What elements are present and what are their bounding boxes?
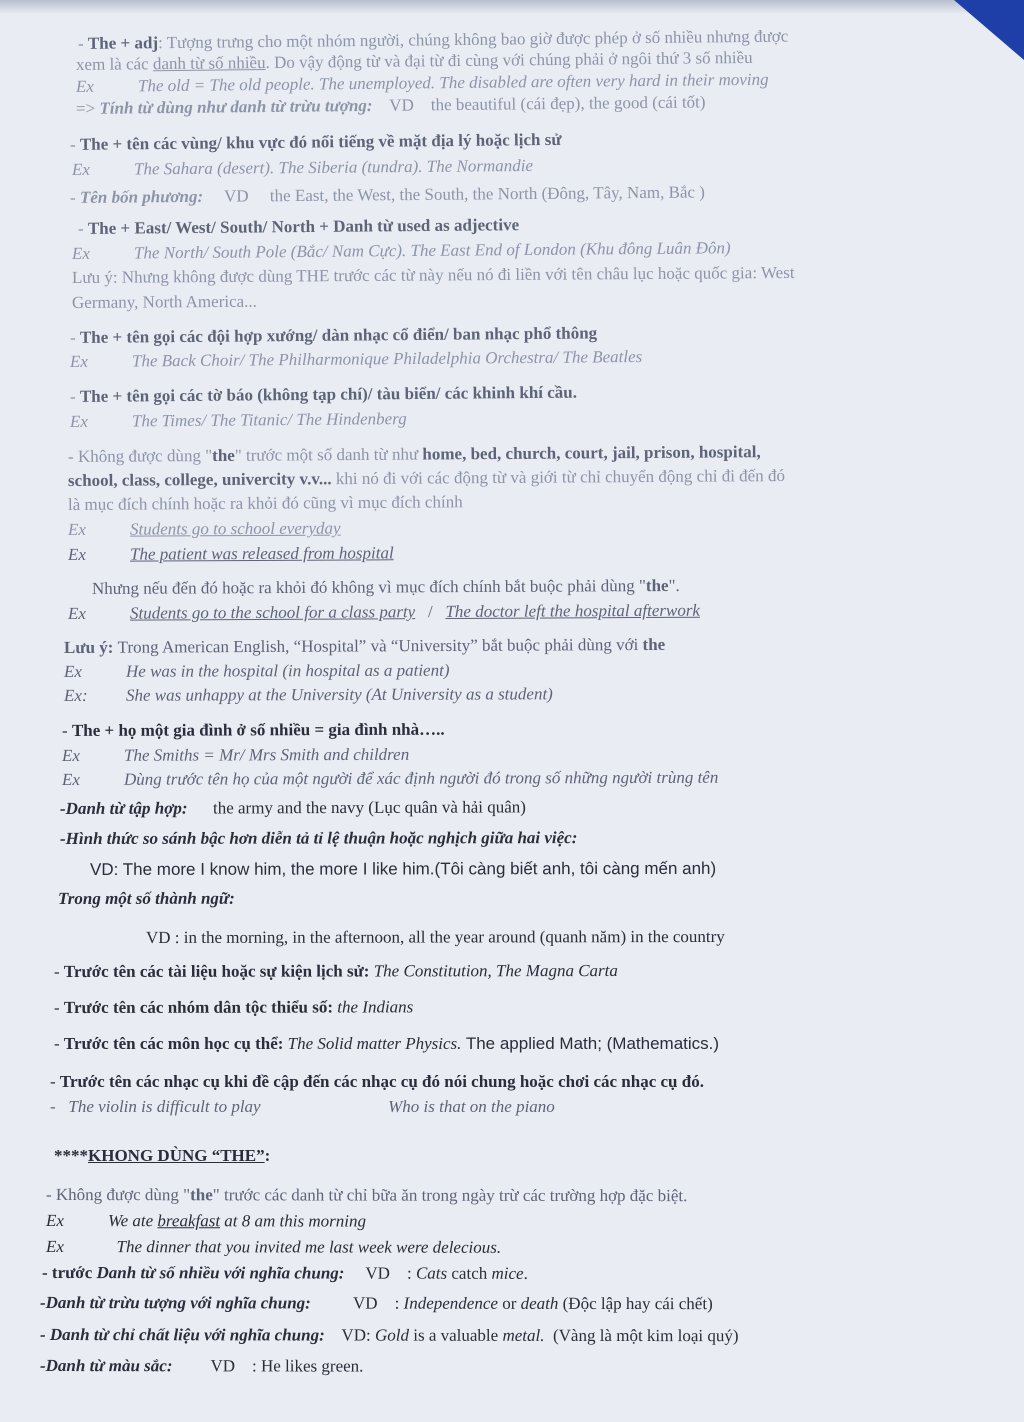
- text-run: ****: [54, 1146, 88, 1165]
- text-run: VD the beautiful (cái đẹp), the good (cái tốt): [372, 92, 706, 115]
- text-run: The patient was released from hospital: [129, 543, 394, 564]
- text-line: [46, 1211, 366, 1232]
- text-run: We ate: [107, 1211, 158, 1231]
- text-line: [54, 1034, 719, 1054]
- text-run: -: [50, 1097, 69, 1116]
- text-run: Ex: [61, 745, 80, 765]
- text-run: -: [77, 33, 89, 53]
- text-run: the: [212, 445, 235, 465]
- text-run: :: [264, 1146, 271, 1165]
- text-line: [62, 768, 718, 790]
- text-run: " trước một số danh từ như: [234, 444, 423, 465]
- text-run: The Smiths = Mr/ Mrs Smith and children: [123, 744, 410, 765]
- text-run: VD: The more I know him, the more I like him.(Tôi càng biết anh, tôi càng mến anh): [89, 858, 717, 879]
- text-run: -: [61, 720, 72, 740]
- text-run: Ex: [69, 411, 89, 431]
- text-run: Ex: [45, 1237, 64, 1257]
- text-run: the Indians: [332, 997, 414, 1017]
- text-line: [68, 492, 463, 515]
- text-run: Ex: [71, 243, 91, 263]
- text-run: VD :: [310, 1293, 404, 1313]
- text-run: -: [54, 1034, 64, 1053]
- text-run: ".: [668, 575, 680, 595]
- text-line: [64, 684, 553, 706]
- text-run: the: [642, 634, 666, 654]
- text-run: The + tên gọi các đội hợp xướng/ dàn nhạc cổ điển/ ban nhạc phổ thông: [79, 323, 598, 347]
- text-run: VD :: [344, 1263, 416, 1283]
- text-run: danh từ số nhiều: [152, 53, 266, 74]
- text-run: the: [190, 1185, 213, 1205]
- text-run: -: [77, 218, 89, 238]
- text-run: Ex: [67, 544, 86, 564]
- text-line: [72, 292, 257, 313]
- text-line: [90, 859, 716, 880]
- text-line: [64, 635, 665, 658]
- text-run: the army and the navy (Lục quân và hải quân): [187, 797, 526, 818]
- text-run: The applied Math; (Mathematics.): [461, 1034, 720, 1053]
- text-run: He was in the hospital (in hospital as a patient): [125, 660, 450, 681]
- text-line: [72, 156, 533, 180]
- text-line: [68, 519, 341, 540]
- text-line: [62, 745, 409, 766]
- text-run: .: [523, 1263, 528, 1283]
- text-line: [40, 1356, 363, 1377]
- text-run: /: [415, 602, 446, 622]
- text-run: Students go to the school for a class party: [129, 602, 416, 623]
- text-run: The Times/ The Titanic/ The Hindenberg: [131, 409, 407, 431]
- text-run: The old = The old people. The unemployed. The disabled are often very hard in their moving: [137, 69, 769, 96]
- text-line: [68, 601, 700, 624]
- text-run: Ex: [63, 661, 82, 681]
- text-run: Ex:: [63, 685, 88, 705]
- text-run: Ex: [67, 603, 86, 623]
- text-run: Dùng trước tên họ của một người để xác định người đó trong số những người trùng tên: [123, 767, 719, 789]
- text-run: -: [53, 997, 64, 1017]
- text-line: [60, 797, 526, 819]
- text-run: Trong American English, “Hospital” và “University” bắt buộc phải dùng với: [117, 634, 643, 657]
- text-run: -: [53, 961, 64, 981]
- text-run: -Hình thức so sánh bậc hơn diễn tả tỉ lệ thuận hoặc nghịch giữa hai việc:: [59, 828, 578, 848]
- text-run: She was unhappy at the University (At University as a student): [125, 684, 553, 705]
- text-run: Ex: [61, 769, 80, 789]
- text-run: Tên bốn phương:: [79, 186, 204, 207]
- text-line: [50, 1072, 704, 1092]
- text-line: [50, 1097, 555, 1117]
- text-line: [146, 927, 725, 948]
- text-line: [72, 238, 731, 264]
- text-run: Trước tên các nhạc cụ khi đề cập đến các nhạc cụ đó nói chung hoặc chơi các nhạc cụ đó.: [59, 1072, 704, 1091]
- text-line: [46, 1185, 687, 1206]
- text-line: [60, 828, 577, 849]
- text-run: [261, 1097, 389, 1116]
- text-run: KHONG DÙNG “THE”: [88, 1146, 265, 1165]
- text-run: -Danh từ tập hợp:: [59, 798, 188, 818]
- text-run: The Sahara (desert). The Siberia (tundra). The Normandie: [133, 155, 534, 179]
- text-line: [54, 997, 413, 1018]
- text-run: . Do vậy động từ và đại từ đi cùng với chúng phải ở ngôi thứ 3 số nhiều: [265, 47, 753, 73]
- text-run: The Constitution, The Magna Carta: [369, 961, 618, 981]
- text-line: [42, 1263, 528, 1284]
- text-run: - Không được dùng ": [45, 1185, 191, 1205]
- text-run: The + tên gọi các tờ báo (không tạp chí)/ tàu biển/ các khinh khí cầu.: [79, 382, 578, 406]
- text-run: -: [69, 327, 81, 347]
- text-run: The + họ một gia đình ở số nhiều = gia đình nhà…..: [71, 719, 445, 740]
- text-run: The + East/ West/ South/ North + Danh từ used as adjective: [87, 215, 520, 238]
- text-run: Ex: [45, 1211, 64, 1231]
- text-line: [70, 383, 577, 407]
- text-run: metal.: [502, 1325, 545, 1345]
- text-run: or: [497, 1293, 521, 1313]
- text-run: Danh từ số nhiều với nghĩa chung:: [96, 1263, 345, 1283]
- text-line: [70, 409, 407, 432]
- text-line: [92, 576, 680, 599]
- text-run: VD:: [324, 1325, 376, 1345]
- text-run: The dinner that you invited me last week were delecious.: [107, 1237, 502, 1257]
- text-line: [70, 323, 597, 348]
- text-run: Lưu ý:: [63, 637, 118, 657]
- text-line: [58, 889, 235, 909]
- text-line: [70, 182, 705, 208]
- text-run: catch: [447, 1263, 492, 1283]
- text-line: [54, 961, 618, 982]
- text-line: [68, 442, 761, 467]
- text-run: Ex: [71, 159, 91, 179]
- text-run: Trước tên các nhóm dân tộc thiểu số:: [63, 997, 334, 1017]
- text-run: - Danh từ chỉ chất liệu với nghĩa chung:: [39, 1325, 325, 1345]
- text-run: - Không được dùng ": [67, 445, 213, 466]
- text-run: xem là các: [75, 54, 154, 74]
- text-run: -: [50, 1072, 60, 1091]
- text-run: breakfast: [157, 1211, 221, 1231]
- text-run: Ex: [69, 351, 89, 371]
- text-line: [70, 347, 642, 372]
- text-run: The Solid matter Physics.: [283, 1034, 462, 1053]
- text-line: [62, 720, 445, 741]
- text-run: VD : in the morning, in the afternoon, all the year around (quanh năm) in the country: [145, 926, 725, 947]
- text-run: là mục đích chính hoặc ra khỏi đó cũng vì mục đích chính: [67, 492, 463, 514]
- text-run: Gold: [374, 1325, 410, 1345]
- text-line: [40, 1325, 739, 1346]
- text-run: The + tên các vùng/ khu vực đó nổi tiếng về mặt địa lý hoặc lịch sử: [79, 129, 562, 154]
- text-run: The North/ South Pole (Bắc/ Nam Cực). The East End of London (Khu đông Luân Đôn): [133, 238, 731, 263]
- text-run: Who is that on the piano: [388, 1097, 555, 1116]
- text-run: Independence: [403, 1293, 498, 1313]
- text-run: (Độc lập hay cái chết): [558, 1293, 713, 1314]
- text-run: Trước tên các tài liệu hoặc sự kiện lịch sử:: [63, 961, 370, 981]
- text-run: Germany, North America...: [71, 291, 257, 312]
- text-run: The Back Choir/ The Philharmonique Philadelphia Orchestra/ The Beatles: [131, 347, 643, 371]
- text-run: =>: [75, 98, 100, 118]
- text-run: home, bed, church, court, jail, prison, hospital,: [422, 442, 761, 464]
- text-run: Cats: [415, 1263, 448, 1283]
- text-run: Trong một số thành ngữ:: [57, 888, 235, 908]
- text-line: [68, 466, 785, 491]
- text-run: death: [520, 1293, 559, 1313]
- text-run: The + adj: [87, 33, 159, 53]
- text-run: -: [69, 134, 81, 154]
- text-run: Lưu ý: Nhưng không được dùng THE trước các từ này nếu nó đi liền với tên châu lục hoặc quốc gia: West: [71, 262, 795, 287]
- text-run: -Danh từ trừu tượng với nghĩa chung:: [39, 1293, 311, 1313]
- text-run: (Vàng là một kim loại quý): [544, 1325, 739, 1346]
- text-run: khi nó đi với các động từ và giới từ chỉ chuyển động chỉ đi đến đó: [331, 465, 786, 489]
- text-run: Nhưng nếu đến đó hoặc ra khỏi đó không vì mục đích chính bắt buộc phải dùng ": [91, 576, 646, 598]
- text-run: VD the East, the West, the South, the North (Đông, Tây, Nam, Bắc ): [203, 182, 705, 206]
- text-run: " trước các danh từ chỉ bữa ăn trong ngày trừ các trường hợp đặc biệt.: [212, 1185, 688, 1206]
- text-line: [54, 1146, 270, 1166]
- text-run: is a valuable: [408, 1325, 503, 1345]
- text-run: at 8 am this morning: [220, 1211, 367, 1231]
- text-run: The doctor left the hospital afterwork: [445, 600, 701, 622]
- text-run: -: [69, 386, 81, 406]
- text-run: Ex: [67, 519, 86, 539]
- text-line: [68, 543, 394, 565]
- text-line: [72, 263, 795, 288]
- text-line: [40, 1293, 713, 1314]
- text-line: [78, 215, 519, 239]
- text-run: The violin is difficult to play: [68, 1097, 261, 1116]
- text-line: [46, 1237, 501, 1258]
- text-run: Tính từ dùng như danh từ trừu tượng:: [99, 95, 373, 118]
- text-line: [64, 661, 450, 682]
- text-run: Ex: [75, 76, 95, 96]
- text-run: -Danh từ màu sắc:: [39, 1356, 173, 1376]
- text-run: -: [69, 187, 81, 207]
- text-run: Students go to school everyday: [129, 518, 341, 539]
- text-run: VD : He likes green.: [172, 1356, 364, 1376]
- text-run: the: [645, 575, 669, 596]
- text-run: - trước: [41, 1263, 97, 1283]
- text-run: : Tượng trưng cho một nhóm người, chúng không bao giờ được phép ở số nhiều nhưng được: [157, 26, 789, 53]
- text-line: [76, 92, 706, 119]
- text-run: school, class, college, univercity v.v...: [67, 469, 332, 490]
- text-line: [70, 130, 562, 155]
- text-run: Trước tên các môn học cụ thể:: [63, 1034, 284, 1053]
- text-run: mice: [491, 1263, 524, 1283]
